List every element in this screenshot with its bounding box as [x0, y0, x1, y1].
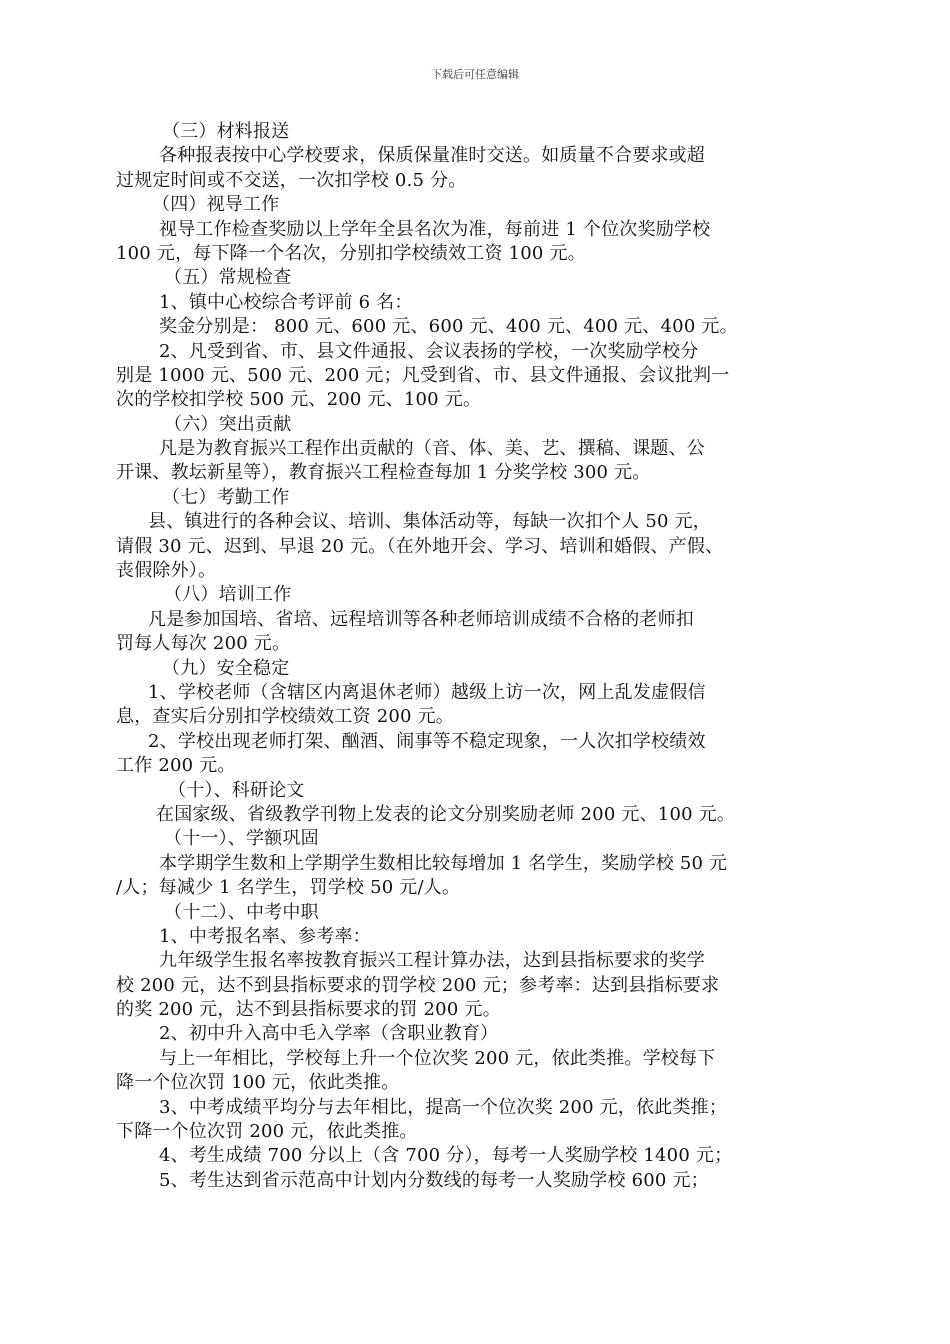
text-line: 5、考生达到省示范高中计划内分数线的每考一人奖励学校 600 元；: [159, 1169, 709, 1191]
text-line: （六）突出贡献: [164, 413, 292, 435]
text-line: 本学期学生数和上学期学生数相比较每增加 1 名学生，奖励学校 50 元: [159, 852, 728, 874]
text-line: 息，查实后分别扣学校绩效工资 200 元。: [116, 706, 454, 728]
text-line: （八）培训工作: [164, 584, 292, 606]
text-line: 下降一个位次罚 200 元，依此类推。: [116, 1121, 418, 1143]
text-line: 开课、教坛新星等），教育振兴工程检查每加 1 分奖学校 300 元。: [116, 462, 651, 484]
text-line: （十二）、中考中职: [164, 901, 319, 923]
text-line: 1、中考报名率、参考率：: [159, 925, 371, 947]
text-line: 次的学校扣学校 500 元、200 元、100 元。: [116, 389, 482, 411]
text-line: 视导工作检查奖励以上学年全县名次为准，每前进 1 个位次奖励学校: [159, 218, 711, 240]
text-line: （九）安全稳定: [162, 657, 290, 679]
text-line: 别是 1000 元、500 元、200 元；凡受到省、市、县文件通报、会议批判一: [116, 364, 730, 386]
text-line: （十）、科研论文: [168, 779, 305, 801]
text-line: 过规定时间或不交送，一次扣学校 0.5 分。: [116, 169, 467, 191]
text-line: （五）常规检查: [164, 267, 292, 289]
text-line: 与上一年相比，学校每上升一个位次奖 200 元，依此类推。学校每下: [159, 1047, 716, 1069]
text-line: 奖金分别是： 800 元、600 元、600 元、400 元、400 元、400 元。: [159, 316, 738, 338]
document-body: [116, 120, 842, 1193]
text-line: 丧假除外）。: [116, 560, 217, 582]
text-line: 工作 200 元。: [116, 755, 236, 777]
text-line: 校 200 元，达不到县指标要求的罚学校 200 元；参考率：达到县指标要求: [116, 974, 720, 996]
text-line: （七）考勤工作: [162, 486, 290, 508]
text-line: 1、学校老师（含辖区内离退休老师）越级上访一次，网上乱发虚假信: [148, 681, 706, 703]
text-line: 县、镇进行的各种会议、培训、集体活动等，每缺一次扣个人 50 元，: [148, 511, 711, 533]
text-line: （三）材料报送: [162, 121, 290, 142]
text-line: 2、学校出现老师打架、酗酒、闹事等不稳定现象，一人次扣学校绩效: [148, 730, 706, 752]
text-line: 罚每人每次 200 元。: [116, 633, 291, 655]
text-line: 凡是参加国培、省培、远程培训等各种老师培训成绩不合格的老师扣: [148, 608, 694, 630]
text-line: 九年级学生报名率按教育振兴工程计算办法，达到县指标要求的奖学: [159, 950, 705, 972]
text-line: （十一）、学额巩固: [164, 828, 319, 850]
text-line: /人；每减少 1 名学生，罚学校 50 元/人。: [116, 877, 461, 899]
text-line: 降一个位次罚 100 元，依此类推。: [116, 1072, 400, 1094]
page-header: 下载后可任意编辑: [431, 68, 519, 81]
text-line: 2、初中升入高中毛入学率（含职业教育）: [159, 1023, 499, 1045]
text-line: 2、凡受到省、市、县文件通报、会议表扬的学校，一次奖励学校分: [159, 340, 699, 362]
text-line: （四）视导工作: [152, 194, 280, 216]
text-line: 4、考生成绩 700 分以上（含 700 分），每考一人奖励学校 1400 元；: [159, 1145, 733, 1167]
text-line: 各种报表按中心学校要求，保质保量准时交送。如质量不合要求或超: [159, 145, 705, 167]
text-line: 1、镇中心校综合考评前 6 名：: [159, 291, 413, 313]
text-line: 在国家级、省级教学刊物上发表的论文分别奖励老师 200 元、100 元。: [156, 803, 736, 825]
text-line: 请假 30 元、迟到、早退 20 元。（在外地开会、学习、培训和婚假、产假、: [116, 535, 724, 557]
text-line: 100 元，每下降一个名次，分别扣学校绩效工资 100 元。: [116, 242, 586, 264]
text-line: 3、中考成绩平均分与去年相比，提高一个位次奖 200 元，依此类推；: [159, 1096, 728, 1118]
text-line: 凡是为教育振兴工程作出贡献的（音、体、美、艺、撰稿、课题、公: [159, 438, 705, 460]
text-line: 的奖 200 元，达不到县指标要求的罚 200 元。: [116, 999, 501, 1021]
